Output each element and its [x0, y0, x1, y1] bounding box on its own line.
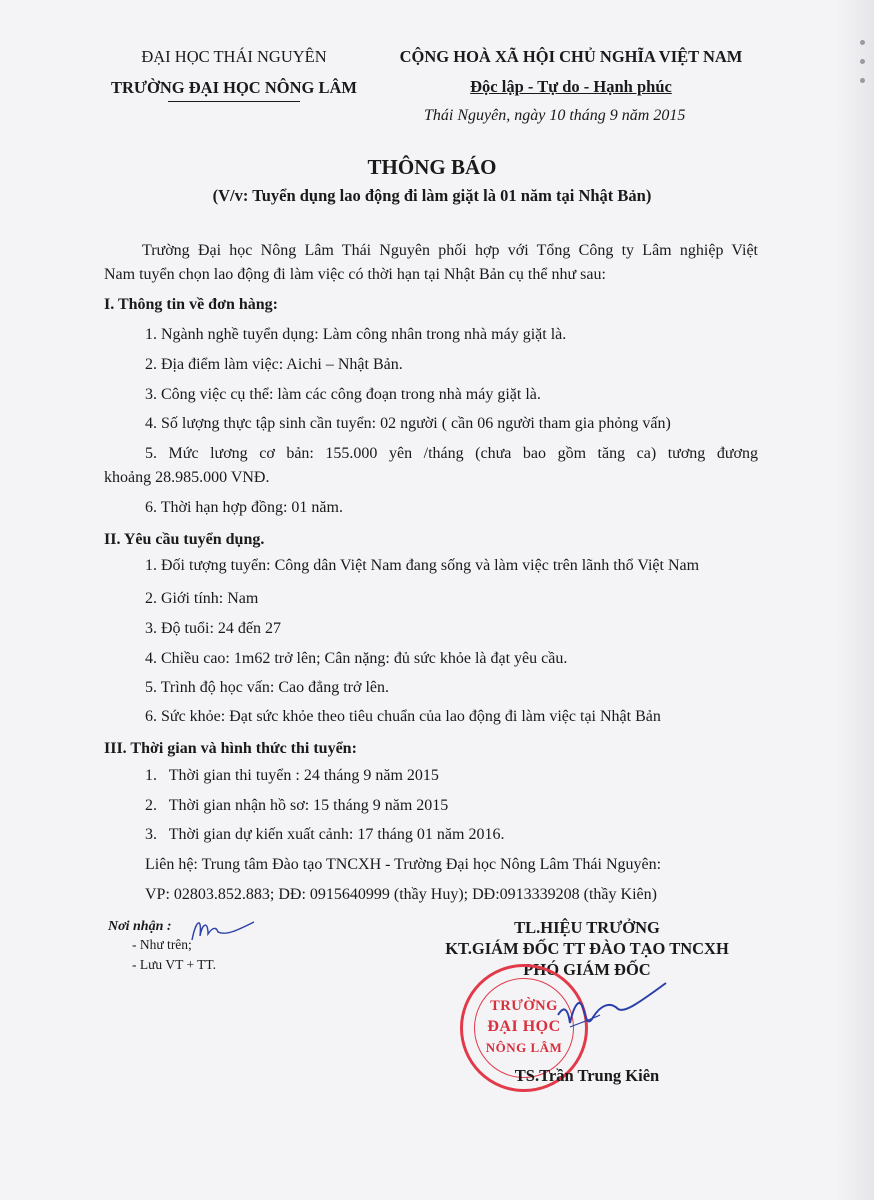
header-motto: Độc lập - Tự do - Hạnh phúc	[470, 77, 672, 96]
section-3-heading: III. Thời gian và hình thức thi tuyển:	[104, 740, 357, 757]
recipient-2: - Lưu VT + TT.	[132, 957, 217, 972]
initials-signature-icon	[188, 910, 258, 950]
signature-title-3: PHÓ GIÁM ĐỐC	[523, 960, 651, 979]
section-2-item-5: 5. Trình độ học vấn: Cao đẳng trở lên.	[145, 679, 389, 696]
header-university: ĐẠI HỌC THÁI NGUYÊN	[141, 47, 327, 66]
header-country: CỘNG HOÀ XÃ HỘI CHỦ NGHĨA VIỆT NAM	[399, 47, 743, 66]
intro-line-2: Nam tuyển chọn lao động đi làm việc có thời hạn tại Nhật Bản cụ thể như sau:	[104, 266, 606, 283]
binder-holes	[860, 40, 866, 97]
section-2-heading: II. Yêu cầu tuyển dụng.	[104, 531, 265, 548]
signature-title-2: KT.GIÁM ĐỐC TT ĐÀO TẠO TNCXH	[445, 939, 729, 958]
intro-line-1: Trường Đại học Nông Lâm Thái Nguyên phối hợp với Tổng Công ty Lâm nghiệp Việt	[142, 242, 758, 259]
header-school: TRƯỜNG ĐẠI HỌC NÔNG LÂM	[111, 78, 357, 97]
section-1-item-3: 3. Công việc cụ thể: làm các công đoạn trong nhà máy giặt là.	[145, 386, 541, 403]
section-1-item-5: 5. Mức lương cơ bản: 155.000 yên /tháng (chưa bao gồm tăng ca) tương đương	[145, 445, 758, 462]
section-3-item-1: 1. Thời gian thi tuyển : 24 tháng 9 năm 2015	[145, 767, 439, 784]
section-3-item-2: 2. Thời gian nhận hồ sơ: 15 tháng 9 năm 2015	[145, 797, 449, 814]
header-left-rule	[168, 101, 300, 102]
section-1-heading: I. Thông tin về đơn hàng:	[104, 296, 278, 313]
section-1-item-6: 6. Thời hạn hợp đồng: 01 năm.	[145, 499, 343, 516]
section-1-item-2: 2. Địa điểm làm việc: Aichi – Nhật Bản.	[145, 356, 403, 373]
section-2-item-2: 2. Giới tính: Nam	[145, 590, 259, 607]
header-date: Thái Nguyên, ngày 10 tháng 9 năm 2015	[424, 107, 686, 124]
stamp-line-1: TRƯỜNG	[490, 998, 558, 1014]
section-1-item-5-cont: khoảng 28.985.000 VNĐ.	[104, 469, 270, 486]
director-signature-icon	[540, 975, 670, 1055]
section-2-item-6: 6. Sức khỏe: Đạt sức khỏe theo tiêu chuẩn của lao động đi làm việc tại Nhật Bản	[145, 708, 661, 725]
section-1-item-4: 4. Số lượng thực tập sinh cần tuyển: 02 người ( cần 06 người tham gia phỏng vấn)	[145, 415, 671, 432]
section-1-item-1: 1. Ngành nghề tuyển dụng: Làm công nhân trong nhà máy giặt là.	[145, 326, 567, 343]
signature-title-1: TL.HIỆU TRƯỞNG	[514, 918, 660, 937]
stamp-line-2: ĐẠI HỌC	[487, 1018, 561, 1035]
contact-line-2: VP: 02803.852.883; DĐ: 0915640999 (thầy Huy); DĐ:0913339208 (thầy Kiên)	[145, 886, 657, 903]
contact-line-1: Liên hệ: Trung tâm Đào tạo TNCXH - Trường Đại học Nông Lâm Thái Nguyên:	[145, 856, 662, 873]
section-2-item-1: 1. Đối tượng tuyển: Công dân Việt Nam đang sống và làm việc trên lãnh thổ Việt Nam	[145, 557, 700, 574]
recipient-1: - Như trên;	[132, 937, 192, 952]
page-title: THÔNG BÁO	[367, 155, 497, 179]
section-2-item-3: 3. Độ tuổi: 24 đến 27	[145, 620, 281, 637]
signer-name: TS.Trần Trung Kiên	[514, 1066, 660, 1085]
section-2-item-4: 4. Chiều cao: 1m62 trở lên; Cân nặng: đủ sức khỏe là đạt yêu cầu.	[145, 650, 568, 667]
stamp-line-3: NÔNG LÂM	[485, 1040, 563, 1055]
scan-edge	[836, 0, 874, 1200]
recipients-label: Nơi nhận :	[108, 919, 172, 934]
page-subtitle: (V/v: Tuyển dụng lao động đi làm giặt là 01 năm tại Nhật Bản)	[212, 186, 652, 205]
section-3-item-3: 3. Thời gian dự kiến xuất cảnh: 17 tháng 01 năm 2016.	[145, 826, 505, 843]
